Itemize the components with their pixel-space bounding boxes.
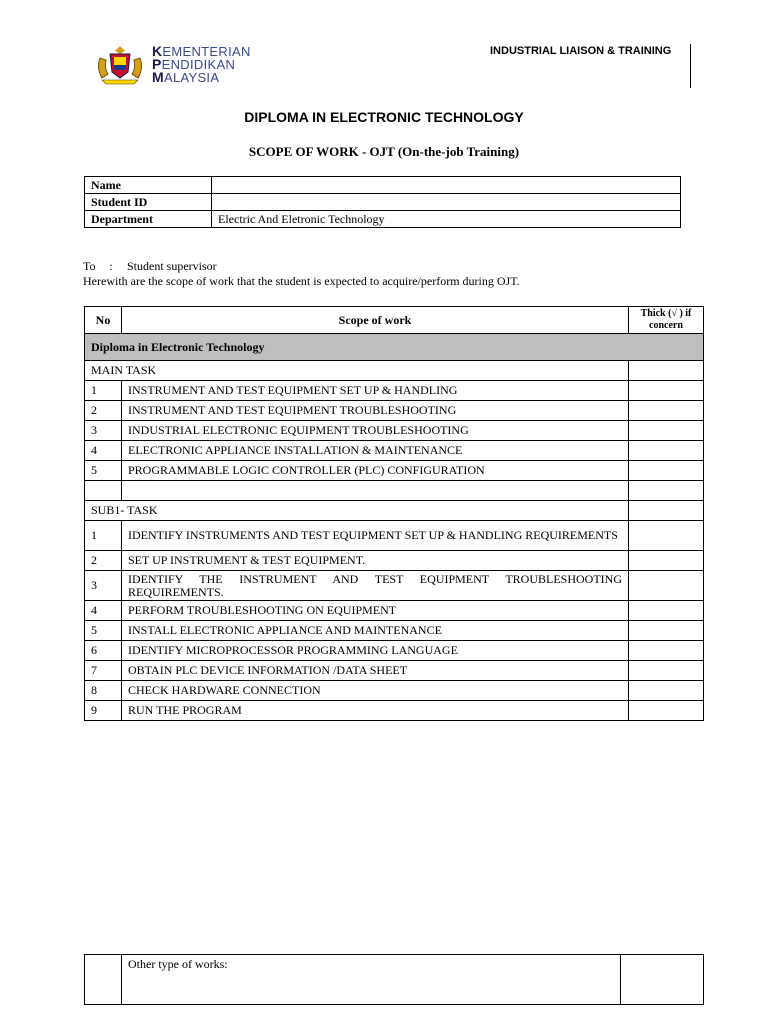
task-text: RUN THE PROGRAM xyxy=(122,701,629,721)
table-row xyxy=(85,401,704,421)
task-text: INDUSTRIAL ELECTRONIC EQUIPMENT TROUBLESHOOTING xyxy=(122,421,629,441)
row-number: 9 xyxy=(85,701,122,721)
table-row xyxy=(85,551,704,571)
check-cell[interactable] xyxy=(629,481,704,501)
page-subtitle: SCOPE OF WORK - OJT (On-the-job Training) xyxy=(248,144,520,159)
task-text: ELECTRONIC APPLIANCE INSTALLATION & MAINTENANCE xyxy=(122,441,629,461)
check-cell[interactable] xyxy=(629,441,704,461)
table-row xyxy=(85,441,704,461)
empty-cell xyxy=(85,955,122,1005)
table-row xyxy=(85,601,704,621)
empty-cell xyxy=(85,481,122,501)
task-text: SET UP INSTRUMENT & TEST EQUIPMENT. xyxy=(122,551,629,571)
check-cell[interactable] xyxy=(629,661,704,681)
check-cell[interactable] xyxy=(629,551,704,571)
task-text: IDENTIFY THE INSTRUMENT AND TEST EQUIPMENT TROUBLESHOOTING REQUIREMENTS. xyxy=(122,571,629,601)
other-works-table xyxy=(84,954,704,1005)
column-header-check: Thick (√ ) if concern xyxy=(629,307,704,334)
header-divider xyxy=(690,44,691,88)
empty-row xyxy=(85,481,704,501)
row-number: 2 xyxy=(85,401,122,421)
check-cell[interactable] xyxy=(629,461,704,481)
row-number: 3 xyxy=(85,421,122,441)
main-task-header-row xyxy=(85,361,704,381)
check-cell[interactable] xyxy=(629,521,704,551)
row-number: 5 xyxy=(85,621,122,641)
check-cell[interactable] xyxy=(629,641,704,661)
to-colon: : xyxy=(109,259,113,273)
table-row xyxy=(85,381,704,401)
task-text: OBTAIN PLC DEVICE INFORMATION /DATA SHEET xyxy=(122,661,629,681)
row-number: 1 xyxy=(85,381,122,401)
check-cell[interactable] xyxy=(629,621,704,641)
section-row xyxy=(85,334,704,361)
info-label: Department xyxy=(85,211,212,228)
student-info-table xyxy=(84,176,681,228)
header-department-title: INDUSTRIAL LIAISON & TRAINING xyxy=(490,45,672,57)
addressee-line xyxy=(83,259,217,274)
task-text: INSTALL ELECTRONIC APPLIANCE AND MAINTENANCE xyxy=(122,621,629,641)
sub-task-label: SUB1- TASK xyxy=(85,501,629,521)
check-cell[interactable] xyxy=(621,955,704,1005)
section-title: Diploma in Electronic Technology xyxy=(85,334,704,361)
check-cell[interactable] xyxy=(629,421,704,441)
to-value: Student supervisor xyxy=(127,259,217,273)
to-label: To xyxy=(83,259,96,273)
name-field[interactable] xyxy=(212,177,681,194)
row-number: 4 xyxy=(85,441,122,461)
column-header-no: No xyxy=(85,307,122,334)
page-title: DIPLOMA IN ELECTRONIC TECHNOLOGY xyxy=(244,109,524,125)
task-text: IDENTIFY INSTRUMENTS AND TEST EQUIPMENT SET UP & HANDLING REQUIREMENTS xyxy=(122,521,629,551)
intro-text: Herewith are the scope of work that the student is expected to acquire/perform during OJT. xyxy=(83,274,520,288)
table-row xyxy=(85,701,704,721)
row-number: 3 xyxy=(85,571,122,601)
check-cell[interactable] xyxy=(629,681,704,701)
task-text: CHECK HARDWARE CONNECTION xyxy=(122,681,629,701)
ministry-line3: ALAYSIA xyxy=(163,70,220,85)
ministry-line1: EMENTERIAN xyxy=(162,44,251,59)
scope-of-work-table xyxy=(84,306,704,721)
column-header-scope: Scope of work xyxy=(122,307,629,334)
info-label: Name xyxy=(85,177,212,194)
malaysia-coat-of-arms-logo xyxy=(92,44,148,86)
ministry-name: KEMENTERIAN PENDIDIKAN MALAYSIA xyxy=(152,43,251,85)
row-number: 5 xyxy=(85,461,122,481)
row-number: 2 xyxy=(85,551,122,571)
row-number: 1 xyxy=(85,521,122,551)
table-row xyxy=(85,421,704,441)
check-cell[interactable] xyxy=(629,401,704,421)
info-row-student-id xyxy=(85,194,681,211)
main-task-label: MAIN TASK xyxy=(85,361,629,381)
check-cell[interactable] xyxy=(629,571,704,601)
department-field[interactable]: Electric And Eletronic Technology xyxy=(212,211,681,228)
check-cell[interactable] xyxy=(629,601,704,621)
empty-cell xyxy=(122,481,629,501)
table-row xyxy=(85,461,704,481)
check-cell[interactable] xyxy=(629,701,704,721)
task-text: INSTRUMENT AND TEST EQUIPMENT TROUBLESHOOTING xyxy=(122,401,629,421)
row-number: 8 xyxy=(85,681,122,701)
table-header-row xyxy=(85,307,704,334)
info-row-department xyxy=(85,211,681,228)
check-cell[interactable] xyxy=(629,381,704,401)
other-works-field[interactable]: Other type of works: xyxy=(122,955,621,1005)
check-cell[interactable] xyxy=(629,361,704,381)
task-text: INSTRUMENT AND TEST EQUIPMENT SET UP & HANDLING xyxy=(122,381,629,401)
row-number: 4 xyxy=(85,601,122,621)
table-row xyxy=(85,621,704,641)
table-row xyxy=(85,681,704,701)
sub-task-header-row xyxy=(85,501,704,521)
student-id-field[interactable] xyxy=(212,194,681,211)
row-number: 7 xyxy=(85,661,122,681)
info-label: Student ID xyxy=(85,194,212,211)
other-works-row xyxy=(85,955,704,1005)
table-row xyxy=(85,661,704,681)
row-number: 6 xyxy=(85,641,122,661)
check-cell[interactable] xyxy=(629,501,704,521)
task-text: PROGRAMMABLE LOGIC CONTROLLER (PLC) CONFIGURATION xyxy=(122,461,629,481)
ministry-line2: ENDIDIKAN xyxy=(161,57,236,72)
table-row xyxy=(85,641,704,661)
task-text: IDENTIFY MICROPROCESSOR PROGRAMMING LANGUAGE xyxy=(122,641,629,661)
table-row xyxy=(85,521,704,551)
info-row-name xyxy=(85,177,681,194)
table-row xyxy=(85,571,704,601)
task-text: PERFORM TROUBLESHOOTING ON EQUIPMENT xyxy=(122,601,629,621)
